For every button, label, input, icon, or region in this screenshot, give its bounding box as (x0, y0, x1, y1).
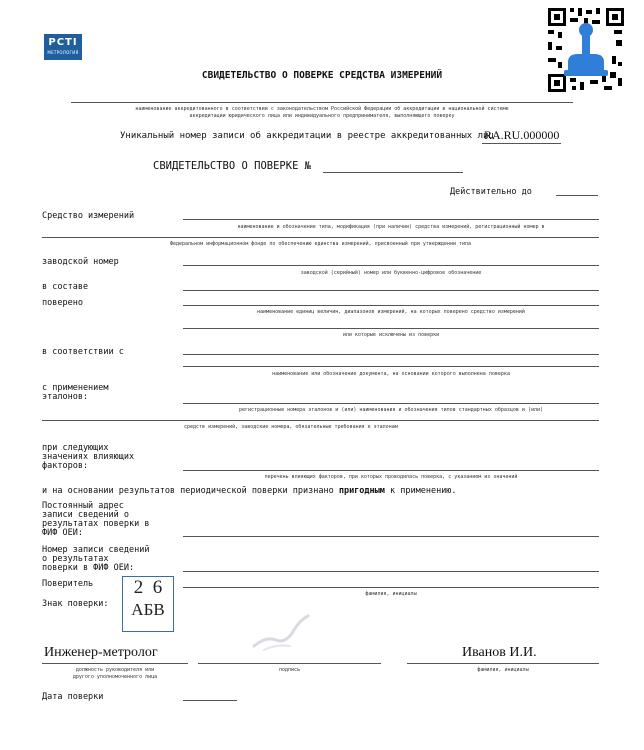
signature-hint: подпись (278, 667, 301, 673)
address-label-2: записи сведений о (42, 510, 129, 520)
factors-label-3: факторов: (42, 461, 89, 471)
instrument-field[interactable] (183, 219, 599, 220)
factors-field[interactable] (183, 470, 599, 471)
verified-field-continued[interactable] (183, 328, 599, 329)
verification-mark (122, 576, 174, 632)
mark-digits: 2 6 (133, 577, 163, 598)
instrument-label: Средство измерений (42, 211, 135, 221)
logo-brand: PCTI (48, 37, 78, 48)
record-label-1: Номер записи сведений (42, 545, 150, 555)
position-hint-1: должность руководителя или (75, 667, 155, 673)
factors-label-2: значениях влияющих (42, 452, 135, 462)
verifier-hint: фамилия, инициалы (365, 591, 417, 597)
valid-until-label: Действительно до (450, 187, 532, 197)
certificate-number-label: СВИДЕТЕЛЬСТВО О ПОВЕРКЕ № (153, 160, 312, 172)
signer-name-hint: фамилия, инициалы (477, 667, 529, 673)
position-hint-2: другого уполномоченного лица (72, 674, 158, 680)
serial-hint: заводской (серийный) номер или буквенно-цифровое обозначение (300, 270, 482, 276)
result-word: пригодным (338, 486, 385, 496)
according-hint: наименование или обозначение документа, на основании которого выполнена поверка (272, 371, 510, 377)
instrument-hint-1: наименование и обозначение типа, модификация (при наличии) средства измерений, регистрационный номер в (237, 224, 545, 230)
accreditor-hint-2: аккредитации юридического лица или индивидуального предпринимателя, выполняющего поверку (189, 113, 455, 119)
certificate-number-field[interactable] (323, 172, 463, 173)
document-title: СВИДЕТЕЛЬСТВО О ПОВЕРКЕ СРЕДСТВА ИЗМЕРЕНИЙ (201, 70, 443, 81)
logo-subtitle: МЕТРОЛОГИЯ (47, 50, 79, 55)
verifier-field[interactable] (183, 587, 599, 588)
factors-label-1: при следующих (42, 443, 109, 453)
composition-label: в составе (42, 282, 89, 292)
standards-hint-1: регистрационные номера эталонов и (или) наименования и обозначения типов стандартных образцов и (или) (238, 407, 544, 413)
standards-field-continued[interactable] (42, 420, 599, 421)
mark-letters: АБВ (131, 600, 165, 619)
result-suffix: к применению. (390, 486, 457, 496)
standards-label-2: эталонов: (42, 392, 89, 402)
serial-field[interactable] (183, 265, 599, 266)
date-label: Дата поверки (42, 692, 104, 702)
according-label: в соответствии с (42, 347, 124, 357)
verified-hint-1: наименование единиц величин, диапазонов измерений, на которых поверено средство измерений (257, 309, 525, 315)
according-field[interactable] (183, 354, 599, 355)
position-line[interactable] (42, 663, 188, 664)
standards-field[interactable] (183, 403, 599, 404)
address-label-3: результатах поверки в (42, 519, 150, 529)
signature-field[interactable] (198, 663, 381, 664)
verified-label: поверено (42, 298, 83, 308)
record-label-2: о результатах (42, 554, 109, 564)
date-field[interactable] (183, 700, 237, 701)
address-label-4: ФИФ ОЕИ: (42, 528, 83, 538)
verified-hint-2: или которые исключены из поверки (342, 332, 440, 338)
factors-hint: перечень влияющих факторов, при которых проводилась поверка, с указанием их значений (264, 474, 518, 480)
record-field[interactable] (183, 571, 599, 572)
mark-label: Знак поверки: (42, 599, 109, 609)
according-field-continued[interactable] (183, 366, 599, 367)
signer-position: Инженер-метролог (44, 645, 158, 660)
valid-until-field[interactable] (556, 195, 598, 196)
accreditor-name-line[interactable] (71, 102, 573, 103)
serial-label: заводской номер (42, 257, 119, 267)
instrument-hint-2: Федеральном информационном фонде по обеспечению единства измерений, присвоенный при утверждении типа (169, 241, 472, 247)
result-prefix: и на основании результатов периодической поверки признано (42, 486, 334, 496)
record-label-3: поверки в ФИФ ОЕИ: (42, 563, 135, 573)
address-field[interactable] (183, 536, 599, 537)
verifier-label: Поверитель (42, 579, 94, 589)
verified-field[interactable] (183, 305, 599, 306)
signature-icon (246, 606, 316, 656)
result-statement (42, 486, 457, 496)
signer-name-line[interactable] (407, 663, 599, 664)
registry-number: RA.RU.000000 (484, 128, 560, 142)
address-label-1: Постоянный адрес (42, 501, 124, 511)
composition-field[interactable] (183, 290, 599, 291)
signer-name: Иванов И.И. (462, 645, 537, 660)
standards-label-1: с применением (42, 383, 109, 393)
standards-hint-2: средств измерений, заводские номера, обязательные требования к эталонам (184, 424, 398, 430)
accreditor-hint-1: наименование аккредитованного в соответствии с законодательством Российской Федерации об аккредитации в национальной системе (135, 106, 509, 112)
instrument-field-continued[interactable] (42, 237, 599, 238)
registry-label: Уникальный номер записи об аккредитации в реестре аккредитованных лиц (120, 131, 494, 141)
company-logo (44, 34, 82, 60)
